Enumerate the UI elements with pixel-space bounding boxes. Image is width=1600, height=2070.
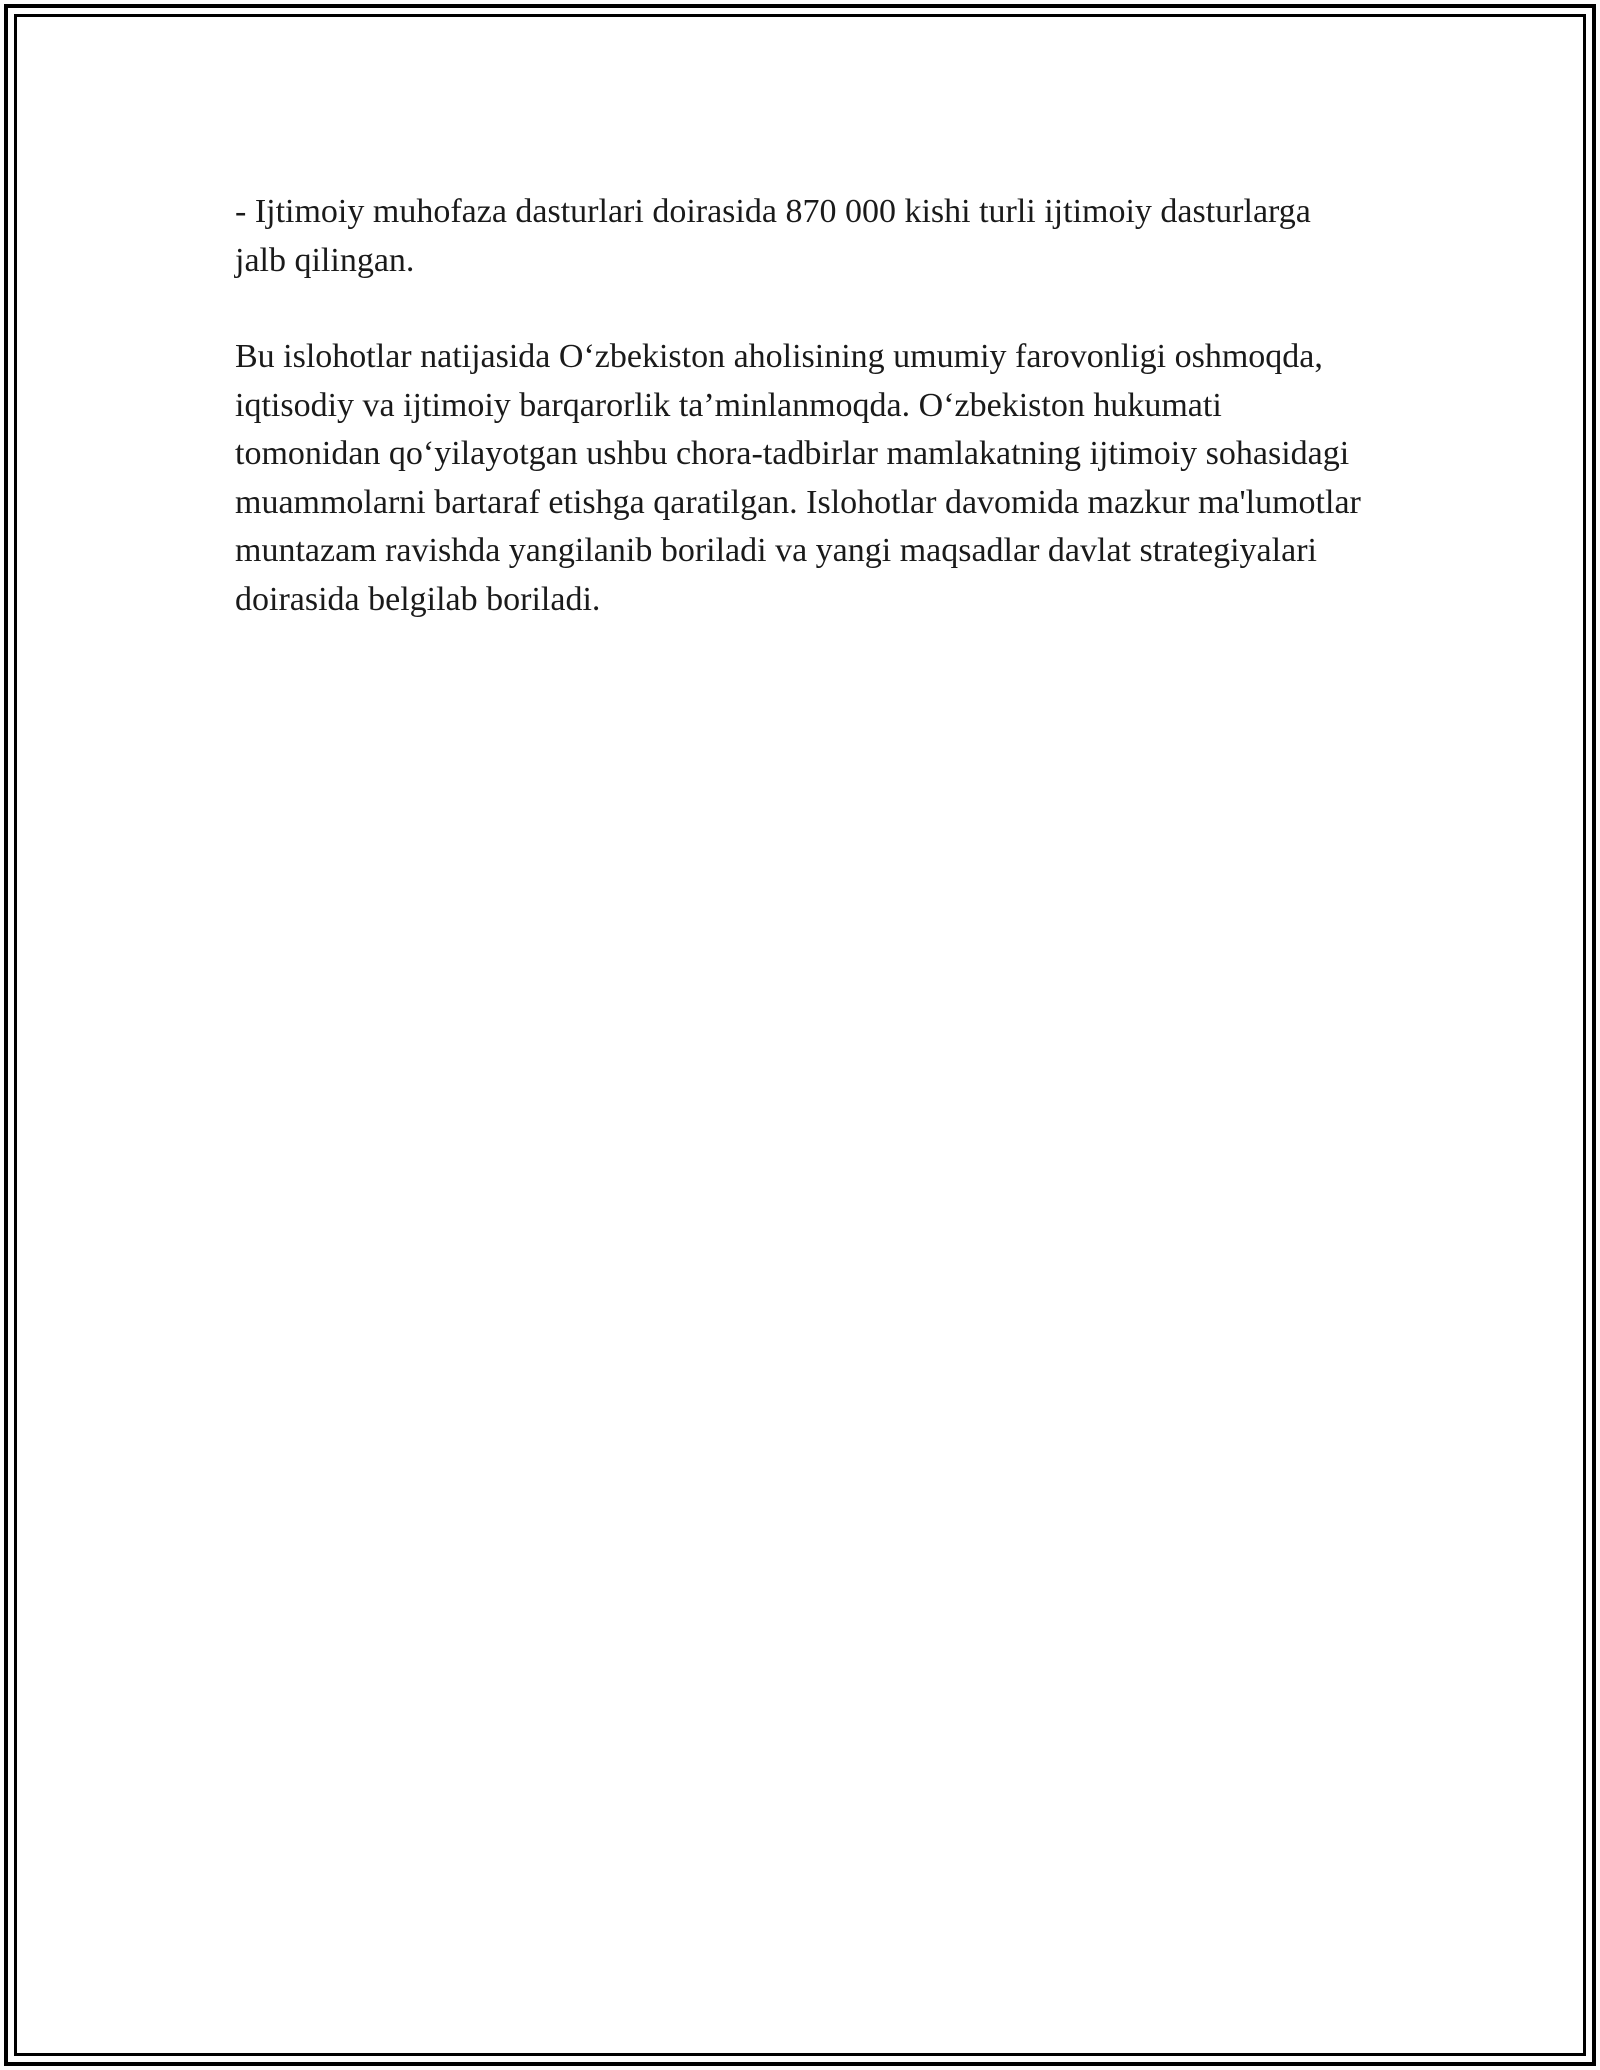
paragraph-social-protection: - Ijtimoiy muhofaza dasturlari doirasida 870 000 kishi turli ijtimoiy dasturlarga jalb qilingan. (235, 193, 1311, 279)
document-body (235, 188, 1365, 624)
paragraph-reform-results: Bu islohotlar natijasida O‘zbekiston aholisining umumiy farovonligi oshmoqda, iqtisodiy va ijtimoiy barqarorlik ta’minlanmoqda. O‘zbekiston hukumati tomonidan qo‘yilayotgan ushbu chora-tadbirlar mamlakatning ijtimoiy sohasidagi muammolarni bartaraf etishga qaratilgan. Islohotlar davomida mazkur ma'lumotlar muntazam ravishda yangilanib boriladi va yangi maqsadlar davlat strategiyalari doirasida belgilab boriladi. (235, 338, 1361, 618)
